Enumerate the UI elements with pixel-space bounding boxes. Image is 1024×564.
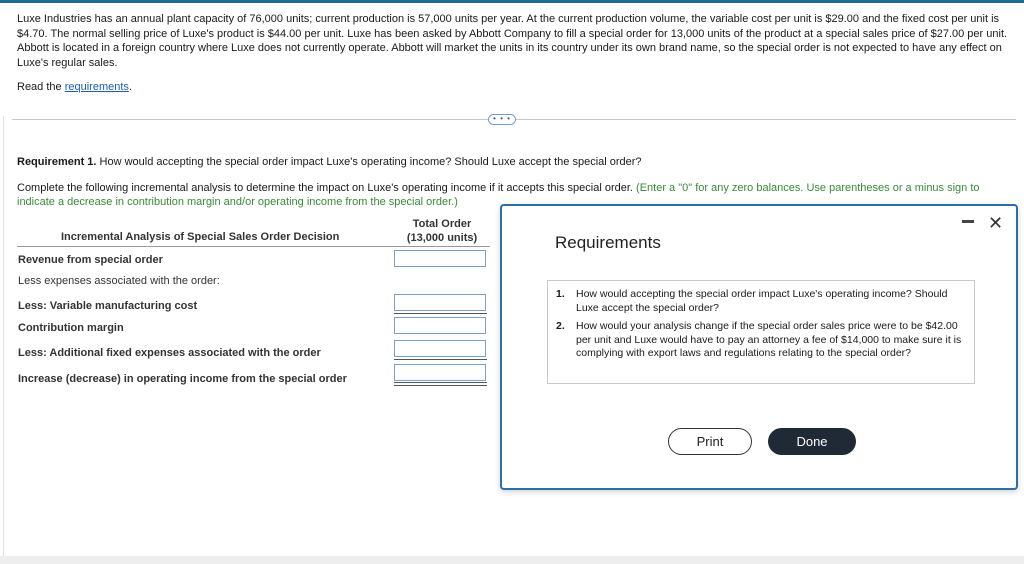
read-requirements-line: Read the requirements.	[17, 81, 132, 93]
instructions: Complete the following incremental analysis to determine the impact on Luxe's operating income if it accepts this special order. (Enter a "0" for any zero balances. Use parentheses or a minus sign to indicate a decrease in contribution margin and/or operating income from the special order.)	[17, 182, 980, 208]
row-label-variable-cost: Less: Variable manufacturing cost	[18, 300, 198, 312]
left-border	[3, 116, 4, 556]
row-label-operating-income: Increase (decrease) in operating income from the special order	[18, 373, 347, 385]
modal-title: Requirements	[555, 233, 661, 252]
requirement-item: 1. How would accepting the special order impact Luxe's operating income? Should Luxe accept the special order?	[556, 288, 948, 314]
underline-double	[394, 382, 487, 386]
top-accent-bar	[0, 0, 1024, 3]
problem-intro: Luxe Industries has an annual plant capacity of 76,000 units; current production is 57,000 units per year. At the current production volume, the variable cost per unit is $29.00 and the fixed cost per unit is $4.70. The normal selling price of Luxe's product is $44.00 per unit. Luxe has been asked by Abbott Company to fill a special order for 13,000 units of the product at a special sales price of $27.00 per unit. Abbott is located in a foreign country where Luxe does not currently operate. Abbott will market the units in its country under its own brand name, so the special order is not expected to have any effect on Luxe's regular sales.	[17, 13, 1008, 69]
done-button[interactable]: Done	[768, 428, 856, 455]
minimize-icon[interactable]	[962, 220, 974, 223]
requirement-1-question: Requirement 1. How would accepting the special order impact Luxe's operating income? Should Luxe accept the special order?	[17, 156, 642, 168]
fixed-expenses-input[interactable]	[394, 340, 486, 357]
row-label-contribution-margin: Contribution margin	[18, 322, 124, 334]
table-header-label: Incremental Analysis of Special Sales Order Decision	[61, 231, 340, 243]
table-header-rule	[17, 246, 490, 247]
requirement-item: 2. How would your analysis change if the special order sales price were to be $42.00 per unit and Luxe would have to pay an attorney a fee of $14,000 to make sure it is complying with export laws and regulations relating to the special order?	[556, 320, 962, 359]
table-header-total: Total Order (13,000 units)	[406, 218, 478, 244]
row-label-less-expenses: Less expenses associated with the order:	[18, 275, 220, 287]
row-label-revenue: Revenue from special order	[18, 254, 163, 266]
requirements-link[interactable]: requirements	[64, 81, 129, 93]
print-button[interactable]: Print	[668, 428, 752, 455]
underline-single	[394, 313, 487, 314]
variable-cost-input[interactable]	[394, 294, 486, 311]
instructions-note: (Enter a "0" for any zero balances. Use parentheses or a minus sign to indicate a decrease in contribution margin and/or operating income from the special order.)	[17, 182, 980, 208]
bottom-bar	[0, 556, 1024, 564]
close-icon[interactable]: ✕	[988, 213, 1004, 233]
expand-collapse-button[interactable]: • • •	[488, 114, 516, 125]
underline-single	[394, 359, 487, 360]
operating-income-input[interactable]	[394, 364, 486, 381]
row-label-fixed-expenses: Less: Additional fixed expenses associated with the order	[18, 347, 321, 359]
requirements-modal	[500, 204, 1018, 490]
contribution-margin-input[interactable]	[394, 317, 486, 334]
requirements-list	[547, 280, 975, 384]
revenue-input[interactable]	[394, 250, 486, 267]
